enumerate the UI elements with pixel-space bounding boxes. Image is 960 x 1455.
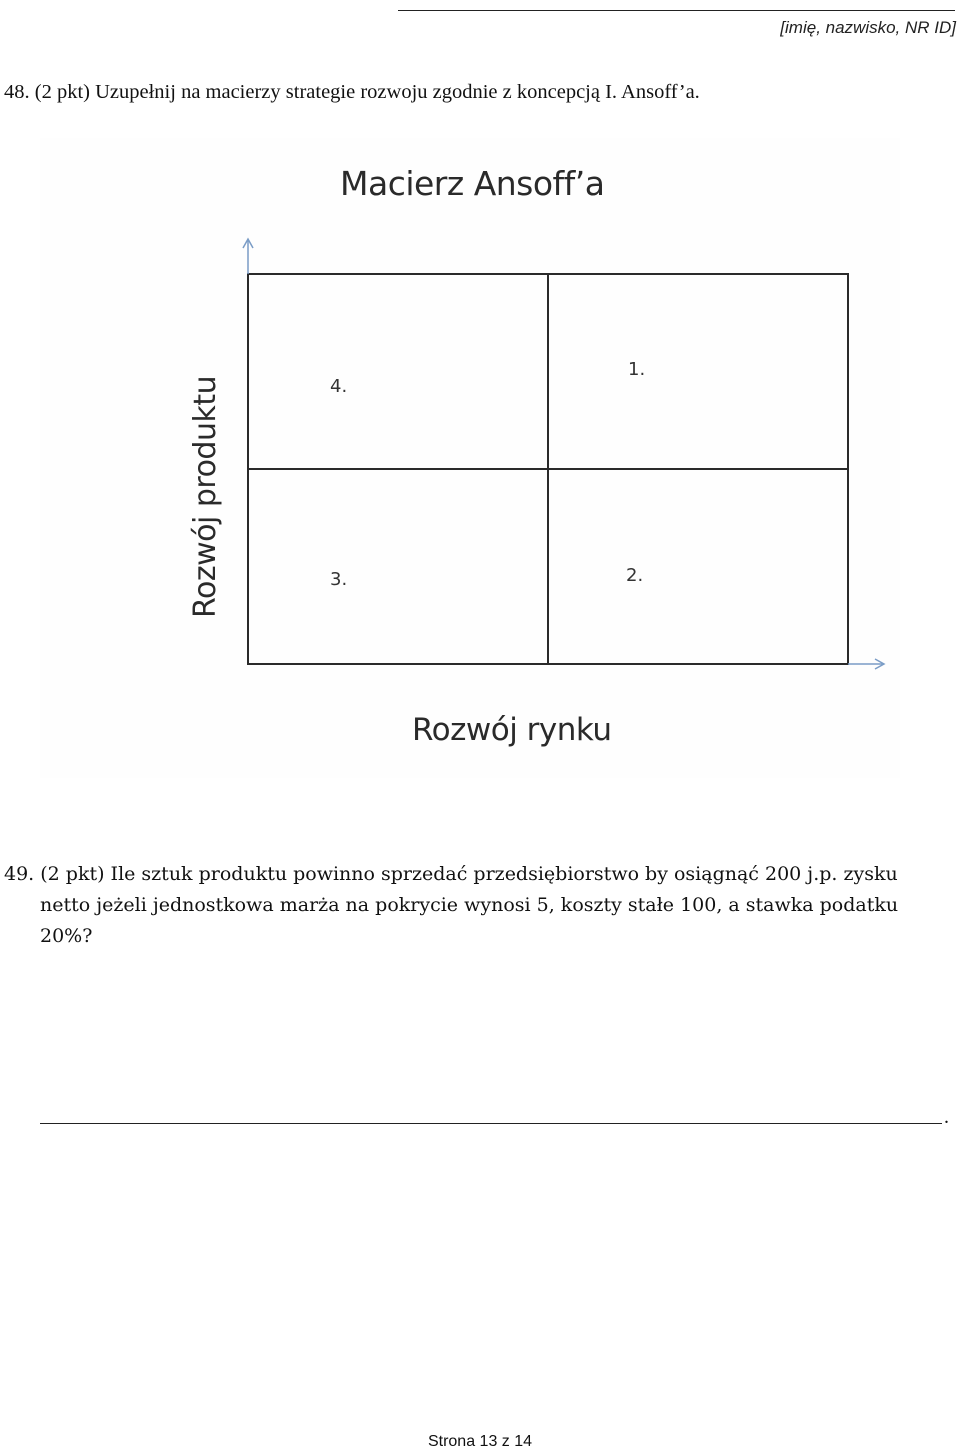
cell-bottom-left-label: 3.: [330, 569, 348, 590]
cell-top-right-label: 1.: [628, 359, 646, 380]
ansoff-matrix-figure: [40, 138, 900, 778]
question-49-line-3: 20%?: [40, 925, 93, 947]
question-49-line-1: 49. (2 pkt) Ile sztuk produktu powinno sprzedać przedsiębiorstwo by osiągnąć 200 j.p. zysku: [4, 863, 898, 885]
header-rule: [398, 10, 955, 11]
figure-title: Macierz Ansoff’a: [340, 164, 605, 203]
question-49: [4, 859, 956, 952]
matrix-grid: [40, 138, 900, 778]
student-id-placeholder: [imię, nazwisko, NR ID]: [780, 18, 956, 37]
cell-bottom-right-label: 2.: [626, 565, 644, 586]
answer-end-mark: .: [944, 1106, 949, 1128]
question-48: 48. (2 pkt) Uzupełnij na macierzy strategie rozwoju zgodnie z koncepcją I. Ansoff’a.: [4, 81, 700, 103]
y-axis-label: Rozwój produktu: [188, 375, 223, 618]
page-number: Strona 13 z 14: [427, 1433, 533, 1450]
answer-line[interactable]: [40, 1123, 942, 1124]
cell-top-left-label: 4.: [330, 376, 348, 397]
question-49-line-2: netto jeżeli jednostkowa marża na pokrycie wynosi 5, koszty stałe 100, a stawka podatku: [40, 894, 899, 916]
x-axis-label: Rozwój rynku: [412, 712, 612, 748]
